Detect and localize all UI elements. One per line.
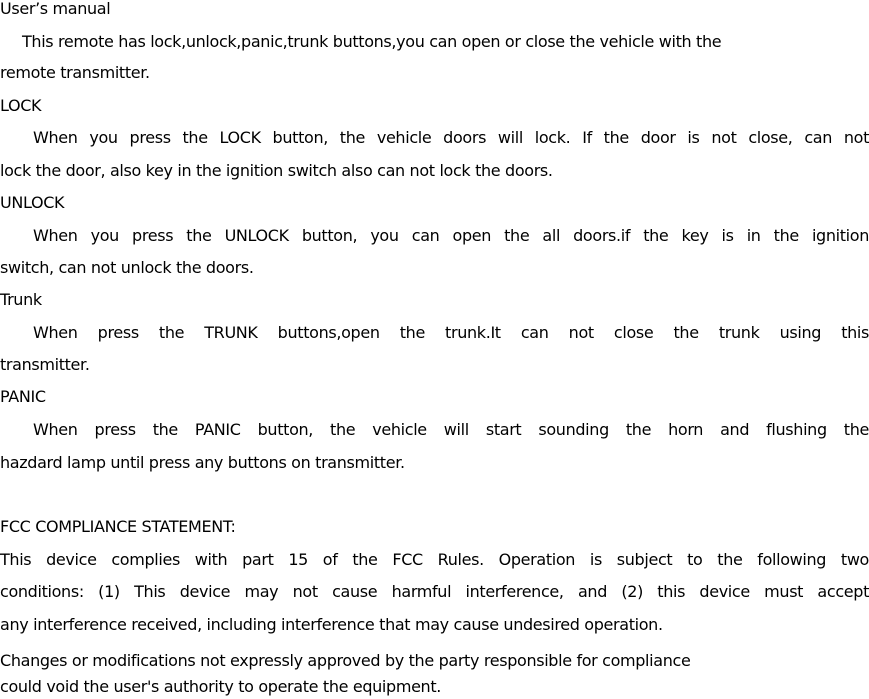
changes-line-2: could void the user's authority to operate the equipment.	[0, 677, 442, 696]
panic-heading: PANIC	[0, 387, 46, 406]
intro-line-2: remote transmitter.	[0, 63, 150, 82]
lock-heading: LOCK	[0, 96, 42, 115]
panic-line-1: When press the PANIC button, the vehicle will start sounding the horn and flushing the	[33, 420, 869, 439]
trunk-heading: Trunk	[0, 290, 42, 309]
fcc-line-1: This device complies with part 15 of the FCC Rules. Operation is subject to the following two	[0, 550, 869, 569]
intro-line-1: This remote has lock,unlock,panic,trunk buttons,you can open or close the vehicle with the	[22, 32, 722, 51]
lock-line-1: When you press the LOCK button, the vehicle doors will lock. If the door is not close, can not	[33, 128, 869, 147]
lock-line-2: lock the door, also key in the ignition switch also can not lock the doors.	[0, 161, 553, 180]
trunk-line-2: transmitter.	[0, 355, 90, 374]
fcc-heading: FCC COMPLIANCE STATEMENT:	[0, 517, 236, 536]
unlock-line-2: switch, can not unlock the doors.	[0, 258, 254, 277]
unlock-heading: UNLOCK	[0, 193, 65, 212]
fcc-line-2: conditions: (1) This device may not cause harmful interference, and (2) this device must accept	[0, 582, 869, 601]
fcc-line-3: any interference received, including interference that may cause undesired operation.	[0, 615, 663, 634]
panic-line-2: hazdard lamp until press any buttons on transmitter.	[0, 453, 405, 472]
trunk-line-1: When press the TRUNK buttons,open the trunk.It can not close the trunk using this	[33, 323, 869, 342]
manual-title: User’s manual	[0, 0, 111, 18]
changes-line-1: Changes or modifications not expressly approved by the party responsible for compliance	[0, 651, 691, 670]
unlock-line-1: When you press the UNLOCK button, you can open the all doors.if the key is in the ignition	[33, 226, 869, 245]
